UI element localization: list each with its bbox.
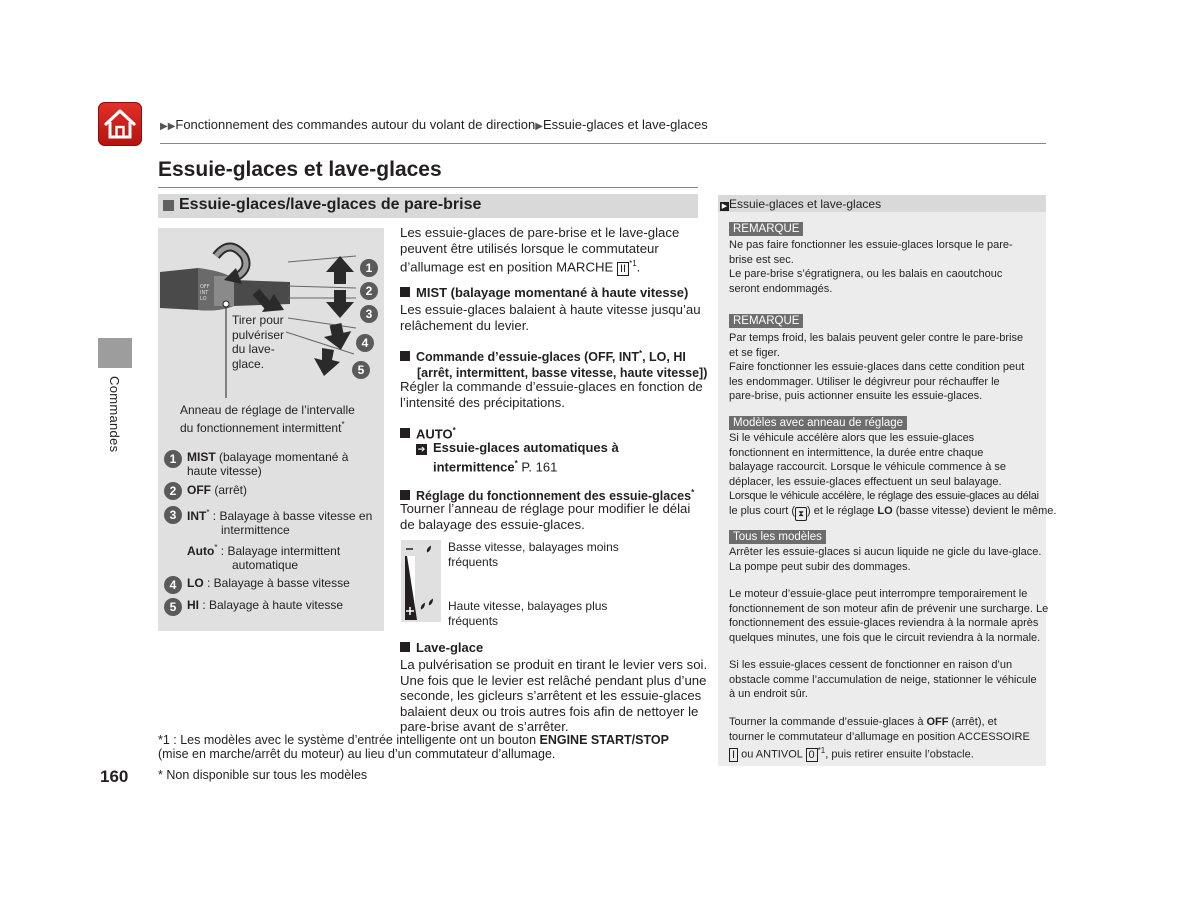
page-number: 160 — [100, 767, 129, 786]
svg-text:OFF: OFF — [200, 284, 210, 290]
legend-num-5: 5 — [164, 598, 182, 616]
adjust-ring-note: Si le véhicule accélère alors que les essuie-glaces fonctionnent en intermittence, la durée entre chaque balayage raccourcit. Lorsque le véhicule commence à se déplacer, les essuie-glaces effectuent un seul balayage. Lorsque le véhicule accélère, le réglage des essuie-glaces au délai le plus court ( ⧗ ) et le réglage LO (basse vitesse) devient le même. — [729, 431, 1057, 521]
footnote-star: * Non disponible sur tous les modèles — [158, 768, 368, 782]
legend-num-2: 2 — [164, 482, 182, 500]
breadcrumb-arrow-icon: ▶▶ — [160, 121, 176, 132]
auto-heading: AUTO* — [400, 423, 456, 442]
low-speed-label: Basse vitesse, balayages moins fréquents — [448, 540, 619, 569]
high-speed-label: Haute vitesse, balayages plus fréquents — [448, 599, 608, 628]
notice-tag-1: REMARQUE — [729, 222, 803, 236]
legend-off: OFF (arrêt) — [187, 483, 247, 497]
model-tag-adjust-ring: Modèles avec anneau de réglage — [729, 416, 907, 430]
svg-text:LO: LO — [200, 296, 207, 302]
adjust-heading: Réglage du fonctionnement des essuie-glaces* — [400, 485, 694, 505]
chapter-tab-marker[interactable] — [98, 338, 132, 368]
motor-protection-note: Le moteur d’essuie-glace peut interrompre temporairement le fonctionnement de son moteur afin de prévenir une surcharge. Le fonctionnement des essuie-glaces reviendra à la normale après quelques minutes, une fois que le circuit reviendra à la normale. — [729, 588, 1049, 644]
intensity-wedge-icon — [401, 540, 441, 622]
notice-text-1: Ne pas faire fonctionner les essuie-glaces lorsque le pare- brise est sec. Le pare-brise s’égratignera, ou les balais en caoutchouc seront endommagés. — [729, 239, 1013, 295]
breadcrumb-arrow-icon: ▶ — [535, 121, 543, 132]
command-heading: Commande d’essuie-glaces (OFF, INT*, LO, HI [arrêt, intermittent, basse vitesse, haute vitesse]) — [400, 346, 707, 381]
callout-3: 3 — [360, 305, 378, 323]
footnote-1: *1 : Les modèles avec le système d’entrée intelligente ont un bouton ENGINE START/STOP (mise en marche/arrêt du moteur) au lieu d’un commutateur d’allumage. — [158, 733, 669, 761]
chapter-tab-label[interactable]: Commandes — [107, 376, 122, 453]
command-text: Régler la commande d’essuie-glaces en fonction de l’intensité des précipitations. — [400, 379, 703, 410]
all-models-note: Arrêter les essuie-glaces si aucun liquide ne gicle du lave-glace. La pompe peut subir des dommages. — [729, 546, 1042, 573]
ignition-key-on-icon: II — [617, 262, 629, 276]
bullet-square-icon — [400, 490, 410, 500]
legend-hi: HI : Balayage à haute vitesse — [187, 598, 344, 612]
wiper-lever-figure — [158, 228, 384, 631]
adjust-text: Tourner l’anneau de réglage pour modifier le délai de balayage des essuie-glaces. — [400, 501, 691, 532]
home-button[interactable] — [98, 102, 142, 146]
svg-text:INT: INT — [200, 290, 209, 296]
legend-num-1: 1 — [164, 450, 182, 468]
callout-2: 2 — [360, 282, 378, 300]
washer-text: La pulvérisation se produit en tirant le levier vers soi. Une fois que le levier est relâché pendant plus d’une seconde, les gicleurs s’arrêtent et les essuie-glaces balaient deux ou trois autres fois afin de nettoyer le pare-brise avant de s’arrêter. — [400, 657, 708, 735]
mist-heading: MIST (balayage momentané à haute vitesse) — [400, 285, 688, 301]
turn-off-note: Tourner la commande d’essuie-glaces à OFF (arrêt), et tourner le commutateur d’allumage en position ACCESSOIRE I ou ANTIVOL 0 $^{*1}$, puis retirer ensuite l’obstacle. — [729, 716, 1030, 761]
title-divider — [158, 187, 698, 188]
bullet-square-icon — [400, 642, 410, 652]
auto-cross-reference[interactable]: ➔ Essuie-glaces automatiques à intermittence* P. 161 — [417, 440, 619, 474]
legend-num-4: 4 — [164, 576, 182, 594]
bullet-square-icon — [400, 287, 410, 297]
model-tag-all: Tous les modèles — [729, 530, 826, 544]
legend-int: INT* : Balayage à basse vitesse en intermittence — [187, 508, 373, 537]
sidebar-title: ▶ Essuie-glaces et lave-glaces — [721, 197, 882, 211]
notice-text-2: Par temps froid, les balais peuvent geler contre le pare-brise et se figer. Faire fonctionner les essuie-glaces dans cette condition peut les endommager. Utiliser le dégivreur pour réchauffer le pare-brise, puis actionner ensuite les essuie-glaces. — [729, 332, 1025, 402]
ignition-lock-icon: 0 — [806, 748, 818, 762]
legend-auto: Auto* : Balayage intermittent automatique — [187, 543, 341, 572]
legend-num-3: 3 — [164, 506, 182, 524]
mist-text: Les essuie-glaces balaient à haute vitesse jusqu’au relâchement du levier. — [400, 302, 701, 333]
intro-paragraph: Les essuie-glaces de pare-brise et le lave-glace peuvent être utilisés lorsque le commutateur d’allumage est en position MARCHE II $^{*1}$. — [400, 225, 680, 275]
reference-arrow-icon: ➔ — [417, 444, 426, 454]
ignition-accessory-icon: I — [729, 748, 738, 762]
legend-lo: LO : Balayage à basse vitesse — [187, 576, 350, 590]
bullet-square-icon — [400, 351, 410, 361]
washer-heading: Lave-glace — [400, 640, 483, 656]
section-heading: Essuie-glaces/lave-glaces de pare-brise — [179, 196, 482, 213]
breadcrumb-link-1[interactable]: Fonctionnement des commandes autour du volant de direction — [175, 117, 536, 132]
adjust-ring-label: Anneau de réglage de l’intervalle du fonctionnement intermittent* — [180, 403, 355, 435]
callout-5: 5 — [352, 361, 370, 379]
header-divider — [160, 143, 1046, 144]
notice-tag-2: REMARQUE — [729, 314, 803, 328]
pull-label: Tirer pour pulvériser du lave- glace. — [232, 313, 285, 371]
obstacle-note: Si les essuie-glaces cessent de fonctionner en raison d’un obstacle comme l’accumulation de neige, stationner le véhicule à un endroit sûr. — [729, 659, 1037, 700]
home-icon — [98, 102, 142, 146]
shortest-delay-icon: ⧗ — [795, 507, 807, 521]
page-title: Essuie-glaces et lave-glaces — [158, 158, 442, 181]
breadcrumb-link-2[interactable]: Essuie-glaces et lave-glaces — [542, 117, 708, 132]
section-bullet-icon — [163, 200, 174, 211]
sidebar-arrow-icon: ▶ — [721, 203, 728, 210]
callout-4: 4 — [356, 334, 374, 352]
callout-1: 1 — [360, 259, 378, 277]
bullet-square-icon — [400, 428, 410, 438]
intensity-scale — [401, 540, 441, 622]
legend-mist: MIST (balayage momentané à haute vitesse) — [187, 450, 349, 478]
breadcrumb — [160, 117, 708, 132]
